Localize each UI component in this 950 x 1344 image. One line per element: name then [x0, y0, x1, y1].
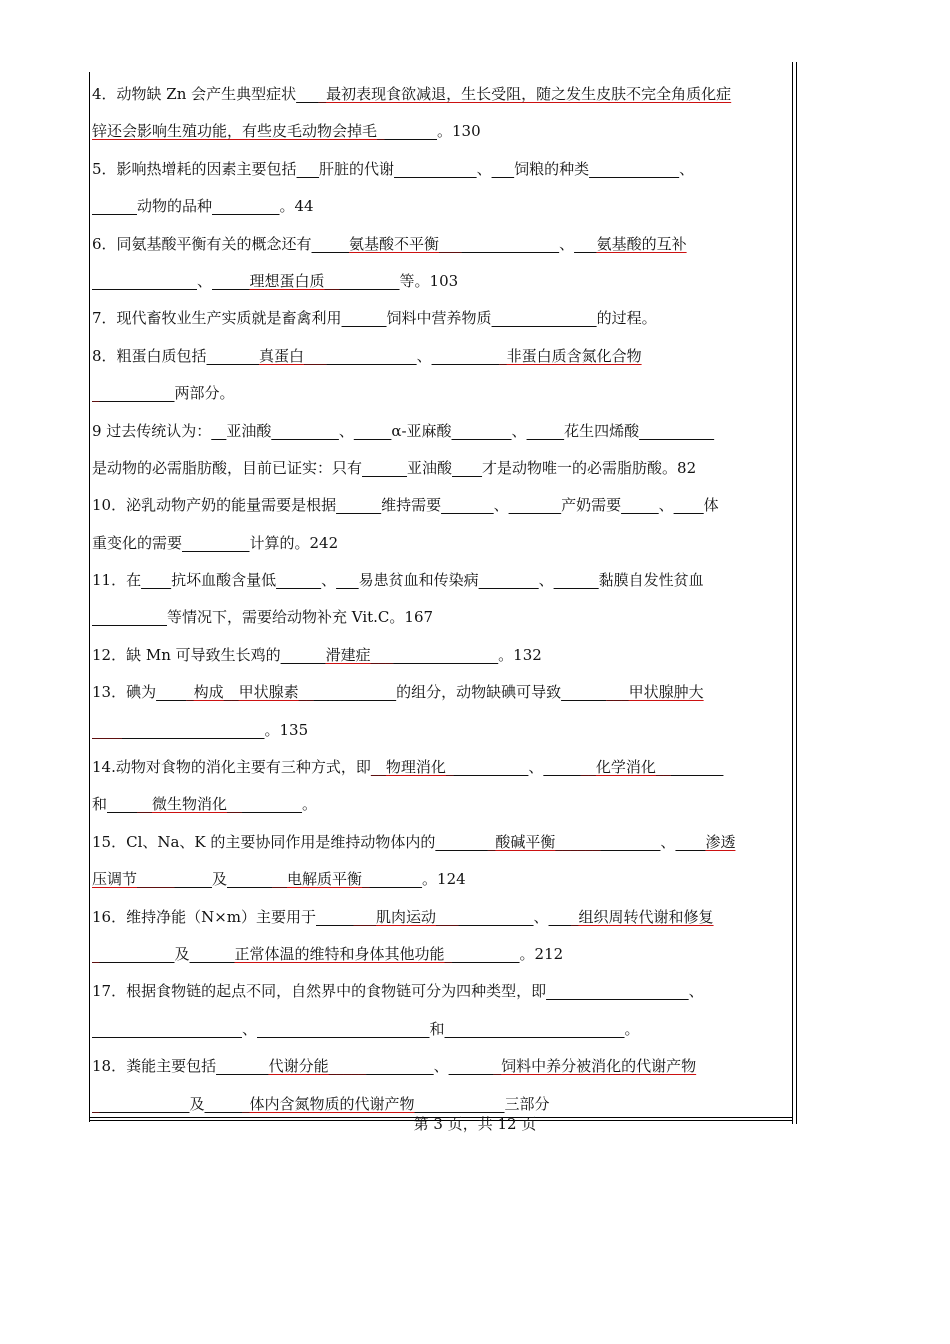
question-text: 抗坏血酸含量低 [171, 571, 277, 590]
question-text: 6．同氨基酸平衡有关的概念还有 [92, 234, 312, 253]
answer-text: 锌还会影响生殖功能，有些皮毛动物会掉毛_ [92, 122, 385, 141]
blank-line: _______ [670, 758, 724, 777]
blank-line: _______ [216, 1057, 269, 1076]
text-line [92, 76, 792, 113]
answer-text: _ [92, 944, 100, 963]
question-text: 7．现代畜牧业生产实质就是畜禽利用 [92, 309, 342, 328]
question-text: 黏膜自发性贫血 [598, 571, 704, 590]
blank-line: ___ [336, 571, 359, 590]
question-text: 体 [703, 496, 719, 515]
question-text: 、 [242, 1019, 258, 1038]
blank-line: ______ [561, 683, 607, 702]
question-text: 。 [302, 795, 318, 814]
question-text: 的组分，动物缺碘可导致 [396, 683, 562, 702]
blank-line: ___ [548, 907, 572, 926]
blank-line: _________ [212, 197, 280, 216]
blank-line: __________ [453, 758, 529, 777]
text-line [92, 1011, 792, 1048]
question-text: 10．泌乳动物产奶的能量需要是根据 [92, 496, 337, 515]
blank-line: _______ [384, 122, 438, 141]
blank-line: _____ [353, 421, 392, 440]
blank-line: _________ [271, 421, 339, 440]
answer-text: ___甲状腺肿大 [606, 683, 704, 702]
text-line [92, 824, 792, 861]
blank-line: _______ [508, 496, 562, 515]
question-text: 、 [679, 159, 695, 178]
blank-line: __ [211, 421, 227, 440]
question-text: 。132 [498, 645, 542, 664]
blank-line: ___________________ [122, 720, 265, 739]
question-text: 、 [538, 571, 554, 590]
blank-line: _______ [369, 870, 423, 889]
question-text: 动物的品种 [137, 197, 213, 216]
answer-text: ____ [92, 720, 122, 739]
blank-line: ___ [574, 234, 597, 253]
blank-line: ________ [478, 571, 539, 590]
blank-line: _____ [316, 907, 354, 926]
blank-line: ______ [189, 944, 235, 963]
question-text: 亚油酸 [407, 458, 453, 477]
question-text: 、 [476, 159, 492, 178]
blank-line: ______ [227, 870, 273, 889]
text-line [92, 151, 792, 188]
blank-line: ________________________ [444, 1019, 625, 1038]
text-line [92, 338, 792, 375]
question-text: 饲粮的种类 [514, 159, 590, 178]
question-text: 是动物的必需脂肪酸，目前已证实：只有 [92, 458, 363, 477]
question-text: 5．影响热增耗的因素主要包括 [92, 159, 297, 178]
blank-line: ______ [341, 309, 387, 328]
question-text: 、 [660, 832, 676, 851]
answer-text: _构成__甲状腺素__ [186, 683, 314, 702]
blank-line: ___________ [394, 159, 477, 178]
answer-text: _体内含氮物质的代谢产物 [242, 1094, 415, 1113]
text-line [92, 599, 792, 636]
text-line [92, 487, 792, 524]
answer-text: 代谢分能_____ [268, 1057, 367, 1076]
question-text: 产奶需要 [561, 496, 622, 515]
question-text: 16．维持净能（N×m）主要用于 [92, 907, 317, 926]
blank-line: ______________ [92, 271, 197, 290]
question-text: 、 [338, 421, 354, 440]
question-text: 维持需要 [381, 496, 442, 515]
blank-line: ____ [675, 832, 706, 851]
blank-line: ________ [600, 832, 661, 851]
question-text: 15．Cl、Na、K 的主要协同作用是维持动物体内的 [92, 832, 436, 851]
blank-line: ____ [156, 683, 187, 702]
blank-line: ___________________ [546, 982, 689, 1001]
answer-text: _酸碱平衡______ [487, 832, 601, 851]
blank-line: _____ [621, 496, 659, 515]
blank-line: _____ [212, 271, 250, 290]
left-border [89, 72, 90, 1122]
answer-text: __微生物消化__ [137, 795, 243, 814]
answer-text: __电解质平衡_ [272, 870, 370, 889]
question-text: 。 [624, 1019, 640, 1038]
question-text: 。135 [264, 720, 309, 739]
text-line [92, 973, 792, 1010]
blank-line: ______________ [491, 309, 597, 328]
answer-text: __化学消化__ [580, 758, 671, 777]
blank-line: ________ [242, 795, 303, 814]
question-text: 花生四烯酸 [564, 421, 640, 440]
text-line [92, 712, 792, 749]
text-line [92, 113, 792, 150]
text-line [92, 525, 792, 562]
question-text: 、 [493, 496, 509, 515]
blank-line: ____________ [414, 1094, 505, 1113]
text-line [92, 263, 792, 300]
blank-line: ____ [673, 496, 704, 515]
text-line [92, 674, 792, 711]
blank-line: ________ [339, 271, 400, 290]
blank-line: _____ [174, 870, 213, 889]
blank-line: _____ [311, 234, 350, 253]
blank-line: ___ [296, 159, 320, 178]
blank-line: ___ [491, 159, 515, 178]
question-text: 饲料中营养物质 [386, 309, 492, 328]
question-text: 、 [528, 758, 544, 777]
answer-text: 真蛋白___ [259, 346, 327, 365]
question-text: 、 [533, 907, 549, 926]
blank-line: ____________________ [92, 1019, 242, 1038]
blank-line: _______ [435, 832, 488, 851]
question-text: 及 [189, 1094, 205, 1113]
text-line [92, 786, 792, 823]
right-border [792, 62, 793, 1124]
answer-text: ___肌肉运动___ [353, 907, 459, 926]
question-text: 易患贫血和传染病 [358, 571, 479, 590]
question-text: 4．动物缺 Zn 会产生典型症状 [92, 85, 297, 103]
answer-text: 氨基酸的互补 [596, 234, 687, 253]
blank-line: ____ [107, 795, 138, 814]
question-text: 计算的。242 [249, 533, 339, 552]
answer-text: _组织周转代谢和修复 [571, 907, 714, 926]
question-text: 、 [197, 271, 213, 290]
answer-text: 理想蛋白质__ [249, 271, 340, 290]
answer-text: 氨基酸不平衡___ [349, 234, 462, 253]
question-text: 8．粗蛋白质包括 [92, 346, 207, 365]
question-text: 9 过去传统认为： [92, 421, 212, 440]
question-text: 亚油酸 [226, 421, 272, 440]
blank-line: ________ [451, 421, 512, 440]
text-line [92, 1048, 792, 1085]
blank-line: ____ [141, 571, 172, 590]
text-line [92, 899, 792, 936]
answer-text: __物理消化_ [370, 758, 454, 777]
blank-line: ______ [362, 458, 408, 477]
blank-line: ____________ [326, 346, 417, 365]
blank-line: _____________ [461, 234, 560, 253]
question-text: 、 [658, 496, 674, 515]
text-line [92, 562, 792, 599]
page-number: 第 3 页，共 12 页 [413, 1115, 537, 1133]
question-list [92, 76, 792, 1123]
text-line [92, 413, 792, 450]
blank-line: __________ [458, 907, 534, 926]
blank-line: _______ [206, 346, 260, 365]
question-text: 14.动物对食物的消化主要有三种方式，即 [92, 758, 371, 777]
question-text: 。130 [437, 122, 481, 141]
question-text: 、 [688, 982, 704, 1001]
blank-line: _____ [526, 421, 565, 440]
question-text: 。124 [422, 870, 466, 889]
question-text: 、 [559, 234, 575, 253]
question-text: 、 [433, 1057, 449, 1076]
question-text: 等情况下，需要给动物补充 Vit.C。167 [167, 608, 434, 627]
blank-line: _________ [366, 1057, 434, 1076]
blank-line: _______________________ [257, 1019, 430, 1038]
blank-line: __________ [639, 421, 715, 440]
answer-text: _饲料中养分被消化的代谢产物 [493, 1057, 697, 1076]
text-line [92, 300, 792, 337]
question-text: 和 [429, 1019, 445, 1038]
blank-line: ___________ [313, 683, 397, 702]
blank-line: ____________ [589, 159, 680, 178]
question-text: 肝脏的代谢 [319, 159, 395, 178]
question-text: 11．在 [92, 571, 142, 590]
answer-text: 滑建症___ [325, 645, 394, 664]
blank-line: ______ [280, 645, 326, 664]
text-line [92, 188, 792, 225]
question-text: α-亚麻酸 [391, 421, 452, 440]
text-line [92, 226, 792, 263]
blank-line: ______ [276, 571, 322, 590]
blank-line: _______ [441, 496, 494, 515]
blank-line: ______ [336, 496, 382, 515]
question-text: 。212 [519, 944, 564, 963]
blank-line: _____ [204, 1094, 243, 1113]
blank-line: __________ [99, 384, 175, 403]
blank-line: ______ [92, 197, 137, 216]
blank-line: __________ [99, 944, 175, 963]
answer-text: _ [92, 384, 100, 403]
answer-text: _非蛋白质含氮化合物 [499, 346, 642, 365]
question-text: 13．碘为 [92, 683, 157, 702]
question-text: 两部分。 [174, 384, 235, 403]
question-text: 、 [321, 571, 337, 590]
blank-line: __________ [92, 608, 167, 627]
text-line [92, 375, 792, 412]
answer-text: _ [92, 1094, 100, 1113]
question-text: 三部分 [504, 1094, 550, 1113]
question-text: 及 [212, 870, 228, 889]
question-text: 12．缺 Mn 可导致生长鸡的 [92, 645, 281, 664]
question-text: 18．粪能主要包括 [92, 1057, 217, 1076]
blank-line: ______ [448, 1057, 494, 1076]
text-line [92, 749, 792, 786]
blank-line: _________ [182, 533, 250, 552]
question-text: 、 [416, 346, 432, 365]
text-line [92, 450, 792, 487]
question-text: 的过程。 [596, 309, 657, 328]
blank-line: _________ [452, 944, 520, 963]
answer-text: 渗透 [705, 832, 736, 851]
question-text: 等。103 [399, 271, 459, 290]
question-text: 及 [174, 944, 190, 963]
blank-line: ______________ [393, 645, 499, 664]
blank-line: _____ [543, 758, 581, 777]
question-text: 17．根据食物链的起点不同，自然界中的食物链可分为四种类型，即 [92, 982, 547, 1001]
text-line [92, 637, 792, 674]
blank-line: ___ [296, 85, 319, 103]
text-line [92, 861, 792, 898]
question-text: 和 [92, 795, 108, 814]
question-text: 。44 [279, 197, 314, 216]
answer-text: 压调节_____ [92, 870, 175, 889]
blank-line: ______ [553, 571, 599, 590]
question-text: 才是动物唯一的必需脂肪酸。82 [482, 458, 697, 477]
blank-line: ____ [452, 458, 483, 477]
answer-text: 正常体温的维特和身体其他功能_ [234, 944, 453, 963]
blank-line: _________ [431, 346, 500, 365]
right-border-inner [796, 62, 797, 1124]
question-text: 重变化的需要 [92, 533, 183, 552]
blank-line: ____________ [99, 1094, 190, 1113]
answer-text: _最初表现食欲减退，生长受阻，随之发生皮肤不完全角质化症 [318, 85, 732, 103]
question-text: 、 [511, 421, 527, 440]
text-line [92, 936, 792, 973]
